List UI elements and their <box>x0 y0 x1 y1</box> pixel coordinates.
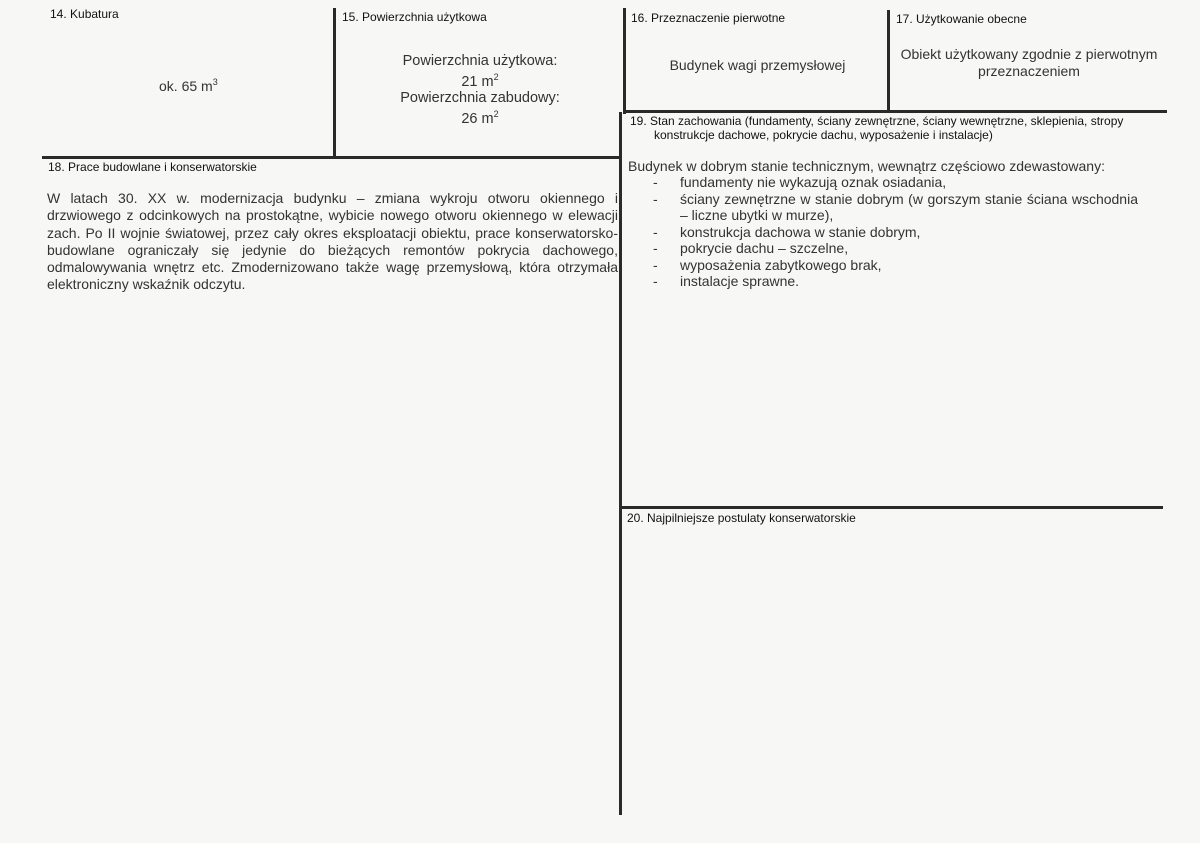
list-item <box>628 174 1138 191</box>
divider-row1-right <box>623 110 1167 113</box>
list-dash: - <box>653 273 658 289</box>
divider-left-right <box>619 112 622 815</box>
kubatura-value <box>159 77 218 94</box>
list-dash: - <box>653 223 658 240</box>
divider-15-16 <box>623 8 626 114</box>
stan-list <box>628 174 1138 290</box>
przeznaczenie-label: 16. Przeznaczenie pierwotne <box>631 11 786 25</box>
powierzchnia-block <box>380 53 580 127</box>
list-item-text: ściany zewnętrzne w stanie dobrym (w gorszym stanie ściana wschodnia – liczne ubytki w murze), <box>680 190 1138 223</box>
list-dash: - <box>653 174 658 190</box>
powierzchnia-label: 15. Powierzchnia użytkowa <box>342 10 487 24</box>
przeznaczenie-value: Budynek wagi przemysłowej <box>669 57 846 73</box>
divider-16-17 <box>887 10 890 112</box>
list-item-text: wyposażenia zabytkowego brak, <box>680 256 882 273</box>
powierzchnia-zabudowy-row <box>380 106 580 127</box>
powierzchnia-zabudowy-title: Powierzchnia zabudowy: <box>400 90 560 106</box>
prace-label: 18. Prace budowlane i konserwatorskie <box>48 160 257 174</box>
kubatura-label: 14. Kubatura <box>50 7 119 21</box>
divider-19-20 <box>621 506 1163 509</box>
list-item <box>628 240 1138 257</box>
stan-label-line2: konstrukcje dachowe, pokrycie dachu, wyposażenie i instalacje) <box>654 128 993 142</box>
postulaty-label: 20. Najpilniejsze postulaty konserwatorskie <box>627 511 856 525</box>
prace-text: W latach 30. XX w. modernizacja budynku – zmiana wykroju otworu okiennego i drzwiowego z odcinkowych na prostokątne, wybicie nowego otworu okiennego w elewacji zach. Po II wojnie światowej, przez cały okres eksploatacji obiektu, prace konserwatorsko-budowlane ograniczały się jedynie do bieżących remontów pokrycia dachowego, odmalowywania wnętrz etc. Zmodernizowano także wagę przemysłową, która otrzymała elektroniczny wskaźnik odczytu. <box>47 190 618 293</box>
uzytkowanie-label: 17. Użytkowanie obecne <box>896 12 1027 26</box>
powierzchnia-uzytkowa-title: Powierzchnia użytkowa: <box>402 53 558 69</box>
list-item <box>628 273 1138 290</box>
uzytkowanie-line1: Obiekt użytkowany zgodnie z pierwotnym <box>900 46 1158 62</box>
list-item-text: pokrycie dachu – szczelne, <box>680 240 849 256</box>
uzytkowanie-value <box>893 46 1165 80</box>
powierzchnia-zabudowy-value: 26 m <box>461 111 494 127</box>
list-dash: - <box>653 256 658 273</box>
list-item <box>628 224 1138 241</box>
list-item-text: fundamenty nie wykazują oznak osiadania, <box>680 174 947 190</box>
list-dash: - <box>653 190 658 207</box>
divider-row1-left <box>42 156 622 159</box>
powierzchnia-uzytkowa-sup: 2 <box>493 72 499 82</box>
uzytkowanie-line2: przeznaczeniem <box>978 63 1080 79</box>
powierzchnia-uzytkowa-row <box>380 69 580 90</box>
powierzchnia-uzytkowa-value: 21 m <box>461 74 494 90</box>
list-item-text: konstrukcja dachowa w stanie dobrym, <box>680 223 921 240</box>
stan-label <box>630 114 1123 142</box>
powierzchnia-zabudowy-sup: 2 <box>493 109 499 119</box>
list-item <box>628 191 1138 224</box>
kubatura-value-text: ok. 65 m <box>159 78 213 94</box>
kubatura-unit-sup: 3 <box>212 77 218 87</box>
list-item <box>628 257 1138 274</box>
stan-intro: Budynek w dobrym stanie technicznym, wewnątrz częściowo zdewastowany: <box>628 158 1105 174</box>
list-dash: - <box>653 240 658 256</box>
list-item-text: instalacje sprawne. <box>680 273 800 289</box>
divider-14-15 <box>333 8 336 158</box>
stan-label-line1: 19. Stan zachowania (fundamenty, ściany zewnętrzne, ściany wewnętrzne, sklepienia, stropy <box>630 114 1124 128</box>
